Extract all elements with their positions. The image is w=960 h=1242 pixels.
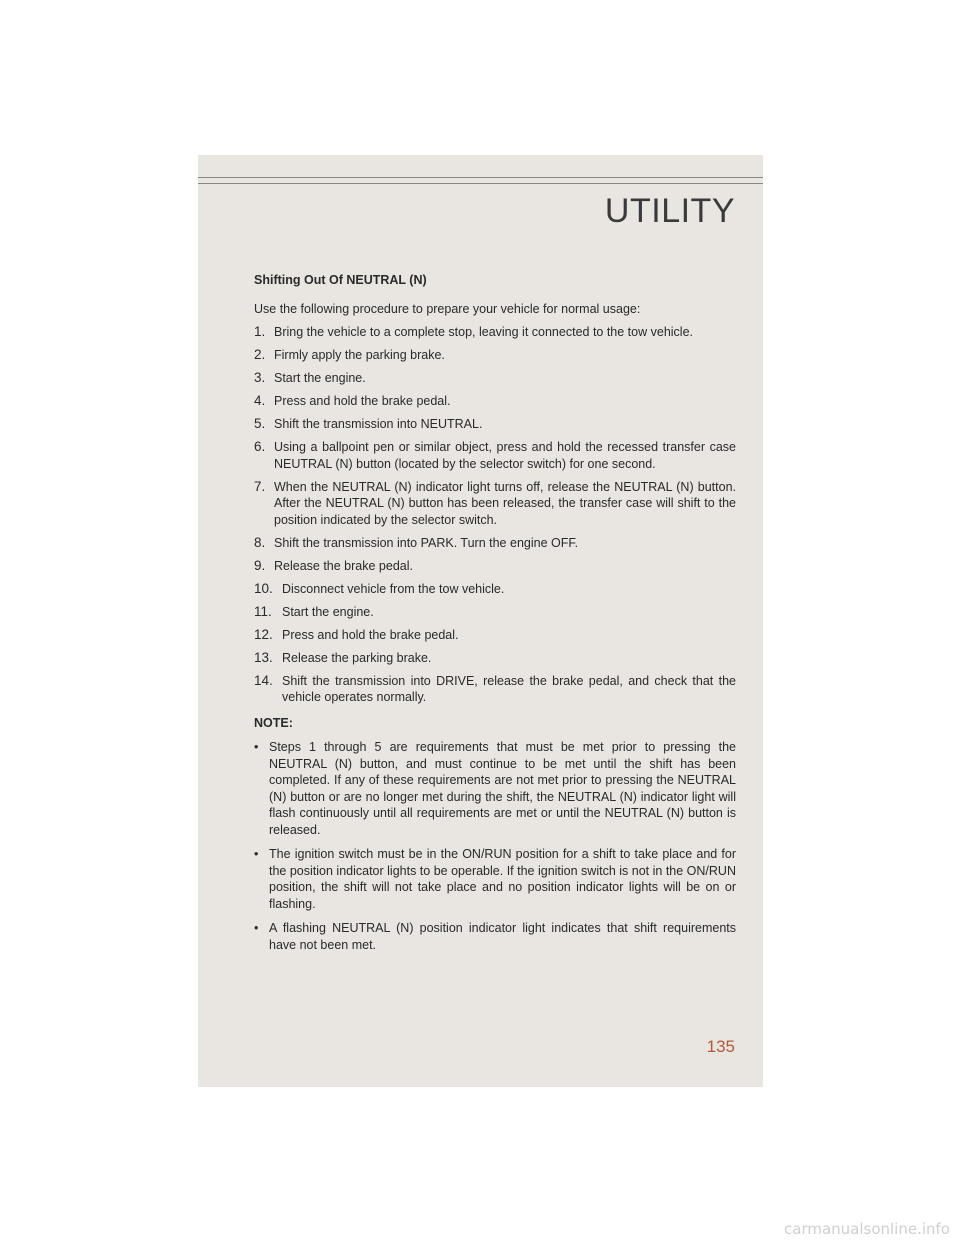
step-text: Disconnect vehicle from the tow vehicle. [282, 581, 505, 596]
step-item [254, 535, 736, 552]
step-text: Start the engine. [282, 604, 374, 619]
step-text: Shift the transmission into NEUTRAL. [274, 417, 483, 431]
bullet-icon: • [254, 847, 259, 861]
step-item [254, 604, 736, 621]
step-item [254, 558, 736, 575]
note-text: The ignition switch must be in the ON/RUN position for a shift to take place and for the position indicator lights to be operable. If the ignition switch is not in the ON/RUN position, the shift will not take place and no position indicator lights will be on or flashing. [269, 847, 736, 911]
bullet-icon: • [254, 740, 259, 754]
step-item [254, 347, 736, 364]
step-text: When the NEUTRAL (N) indicator light turns off, release the NEUTRAL (N) button. After the NEUTRAL (N) button has been released, the transfer case will shift to the position indicated by the selector switch. [274, 479, 736, 527]
procedure-steps [254, 324, 736, 706]
step-text: Release the parking brake. [282, 650, 432, 665]
step-number: 9. [254, 557, 266, 573]
step-item [254, 416, 736, 433]
page-content [254, 272, 736, 961]
step-item [254, 393, 736, 410]
manual-page [198, 155, 763, 1087]
step-number: 11. [254, 603, 272, 619]
note-text: A flashing NEUTRAL (N) position indicator light indicates that shift requirements have not been met. [269, 921, 736, 952]
step-number: 7. [254, 478, 266, 494]
step-number: 3. [254, 370, 266, 385]
section-title: UTILITY [604, 192, 735, 230]
step-number: 14. [254, 672, 273, 688]
note-item [254, 739, 736, 838]
step-text: Shift the transmission into PARK. Turn the engine OFF. [274, 535, 579, 550]
step-number: 1. [254, 324, 266, 339]
step-number: 13. [254, 649, 273, 665]
step-number: 2. [254, 347, 266, 362]
step-item [254, 650, 736, 667]
step-number: 4. [254, 393, 266, 408]
step-number: 10. [254, 580, 273, 596]
step-text: Using a ballpoint pen or similar object, press and hold the recessed transfer case NEUTRAL (N) button (located by the selector switch) for one second. [274, 440, 736, 471]
step-text: Start the engine. [274, 371, 366, 385]
step-text: Press and hold the brake pedal. [282, 627, 459, 642]
step-item [254, 479, 736, 529]
step-text: Shift the transmission into DRIVE, release the brake pedal, and check that the vehicle operates normally. [282, 673, 736, 704]
step-text: Release the brake pedal. [274, 558, 413, 573]
step-text: Bring the vehicle to a complete stop, leaving it connected to the tow vehicle. [274, 325, 693, 339]
step-number: 6. [254, 439, 266, 454]
note-label: NOTE: [254, 715, 293, 730]
step-number: 12. [254, 626, 273, 642]
step-item [254, 627, 736, 644]
step-number: 8. [254, 534, 266, 550]
step-item [254, 673, 736, 706]
note-list [254, 739, 736, 953]
note-item [254, 920, 736, 953]
step-text: Press and hold the brake pedal. [274, 394, 451, 408]
step-item [254, 324, 736, 341]
step-number: 5. [254, 416, 266, 431]
page-number: 135 [706, 1037, 735, 1056]
note-item [254, 846, 736, 912]
procedure-heading: Shifting Out Of NEUTRAL (N) [254, 273, 427, 287]
step-item [254, 439, 736, 472]
step-item [254, 370, 736, 387]
step-item [254, 581, 736, 598]
procedure-intro: Use the following procedure to prepare your vehicle for normal usage: [254, 301, 641, 316]
step-text: Firmly apply the parking brake. [274, 348, 445, 362]
header-rule-bottom [198, 183, 763, 184]
note-text: Steps 1 through 5 are requirements that must be met prior to pressing the NEUTRAL (N) button, and must continue to be met until the shift has been completed. If any of these requirements are not met prior to pressing the NEUTRAL (N) button or are no longer met during the shift, the NEUTRAL (N) indicator light will flash continuously until all requirements are met or until the NEUTRAL (N) button is released. [269, 740, 736, 837]
watermark: carmanualsonline.info [784, 1220, 950, 1238]
header-rule-top [198, 177, 763, 178]
bullet-icon: • [254, 921, 259, 935]
